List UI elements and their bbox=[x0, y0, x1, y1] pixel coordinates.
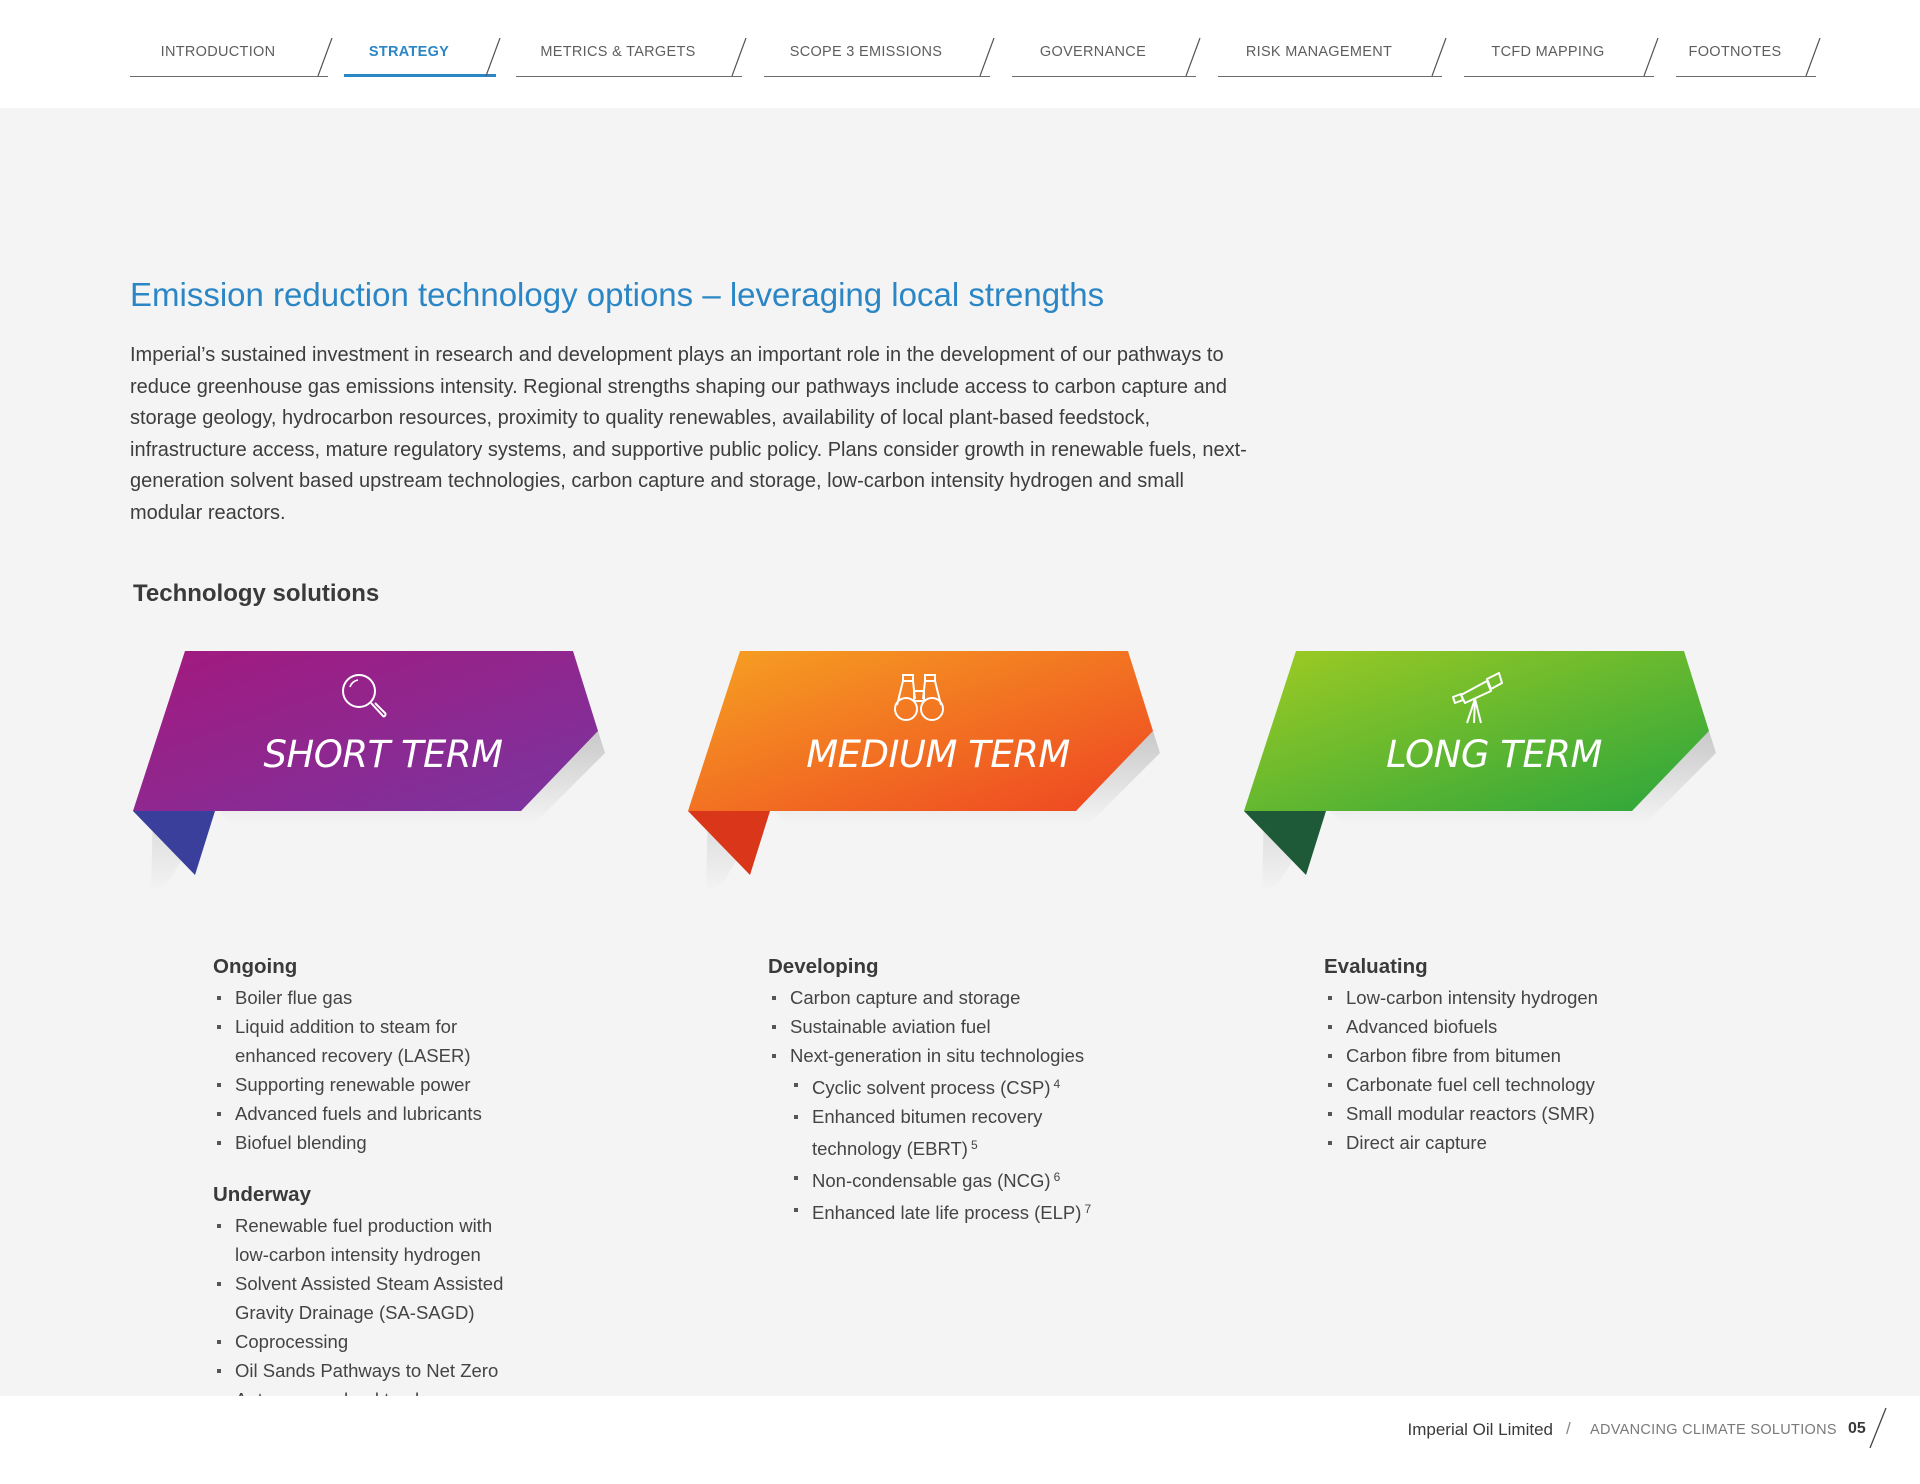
footer-slash-icon bbox=[1866, 1406, 1890, 1448]
list-item bbox=[768, 983, 1208, 1012]
list-item bbox=[1324, 1099, 1764, 1128]
list-item-text: Supporting renewable power bbox=[235, 1074, 471, 1095]
footnote-ref[interactable]: 5 bbox=[970, 1138, 978, 1152]
tab-scope-3-emissions[interactable] bbox=[764, 36, 990, 77]
tab-slash-icon bbox=[1800, 36, 1822, 76]
list-item bbox=[213, 1012, 653, 1041]
tab-label: GOVERNANCE bbox=[1039, 44, 1147, 60]
list-item bbox=[768, 1012, 1208, 1041]
tab-strategy[interactable] bbox=[344, 36, 496, 77]
tab-slash-icon bbox=[1426, 36, 1448, 76]
term-label: MEDIUM TERM bbox=[806, 733, 1070, 776]
bullet-list bbox=[1324, 983, 1764, 1157]
tab-label: TCFD MAPPING bbox=[1491, 44, 1605, 60]
tab-slash-icon bbox=[726, 36, 748, 76]
list-item-text: Advanced fuels and lubricants bbox=[235, 1103, 482, 1124]
list-item bbox=[768, 1163, 1208, 1195]
list-item-text: Carbon fibre from bitumen bbox=[1346, 1045, 1561, 1066]
list-item-text: Direct air capture bbox=[1346, 1132, 1487, 1153]
list-item bbox=[768, 1102, 1208, 1131]
list-item-text: Enhanced late life process (ELP) bbox=[812, 1202, 1082, 1223]
bullet-list bbox=[213, 1211, 653, 1414]
bullet-list bbox=[768, 983, 1208, 1227]
list-item bbox=[213, 1211, 653, 1240]
list-item bbox=[768, 1195, 1208, 1227]
list-item-text: Carbon capture and storage bbox=[790, 987, 1021, 1008]
list-item bbox=[768, 1131, 1208, 1163]
list-item-text: Coprocessing bbox=[235, 1331, 349, 1352]
page-footer bbox=[0, 1396, 1920, 1484]
main-content bbox=[0, 108, 1920, 1396]
list-item bbox=[213, 1099, 653, 1128]
medium-term-card bbox=[688, 643, 1208, 1423]
footnote-ref[interactable]: 7 bbox=[1084, 1202, 1092, 1216]
list-item bbox=[213, 1298, 653, 1327]
list-item bbox=[213, 983, 653, 1012]
short-term-content bbox=[213, 955, 653, 1440]
telescope-icon bbox=[1447, 669, 1503, 725]
section-heading: Underway bbox=[213, 1183, 311, 1206]
list-item-text: Cyclic solvent process (CSP) bbox=[812, 1077, 1051, 1098]
list-item-text: Biofuel blending bbox=[235, 1132, 367, 1153]
tab-risk-management[interactable] bbox=[1218, 36, 1442, 77]
long-term-content bbox=[1324, 955, 1764, 1183]
tab-slash-icon bbox=[1180, 36, 1202, 76]
list-item-text: Small modular reactors (SMR) bbox=[1346, 1103, 1595, 1124]
list-item bbox=[1324, 983, 1764, 1012]
term-label: SHORT TERM bbox=[263, 733, 503, 776]
list-item-text: Oil Sands Pathways to Net Zero bbox=[235, 1360, 499, 1381]
magnifier-icon bbox=[336, 669, 392, 725]
list-item-text: Gravity Drainage (SA-SAGD) bbox=[235, 1302, 475, 1323]
list-item-text: enhanced recovery (LASER) bbox=[235, 1045, 471, 1066]
list-item-text: Sustainable aviation fuel bbox=[790, 1016, 991, 1037]
list-item bbox=[213, 1128, 653, 1157]
tab-label: STRATEGY bbox=[368, 44, 450, 60]
tab-label: RISK MANAGEMENT bbox=[1245, 44, 1393, 60]
list-item bbox=[1324, 1070, 1764, 1099]
section-subheading: Technology solutions bbox=[133, 580, 380, 607]
intro-paragraph: Imperial’s sustained investment in research and development plays an important role in the development of our pathways to reduce greenhouse gas emissions intensity. Regional strengths shaping our pathways include access to carbon capture and storage geology, hydrocarbon resources, proximity to quality renewables, availability of local plant-based feedstock, infrastructure access, mature regulatory systems, and supportive public policy. Plans consider growth in renewable fuels, next-generation solvent based upstream technologies, carbon capture and storage, low-carbon intensity hydrogen and small modular reactors. bbox=[130, 344, 1247, 524]
list-item-text: Enhanced bitumen recovery bbox=[812, 1106, 1043, 1127]
footer-company: Imperial Oil Limited bbox=[1407, 1420, 1553, 1439]
tab-label: METRICS & TARGETS bbox=[540, 44, 696, 60]
binoculars-icon bbox=[891, 669, 947, 725]
tab-label: FOOTNOTES bbox=[1688, 44, 1782, 60]
tab-slash-icon bbox=[974, 36, 996, 76]
list-item-text: Non-condensable gas (NCG) bbox=[812, 1170, 1051, 1191]
list-item-text: technology (EBRT) bbox=[812, 1138, 968, 1159]
list-item-text: Renewable fuel production with bbox=[235, 1215, 493, 1236]
list-item-text: Boiler flue gas bbox=[235, 987, 353, 1008]
tab-slash-icon bbox=[312, 36, 334, 76]
term-label: LONG TERM bbox=[1386, 733, 1602, 776]
tab-governance[interactable] bbox=[1012, 36, 1196, 77]
list-item-text: low-carbon intensity hydrogen bbox=[235, 1244, 481, 1265]
list-item-text: Solvent Assisted Steam Assisted bbox=[235, 1273, 504, 1294]
section-heading: Evaluating bbox=[1324, 955, 1428, 978]
tab-label: SCOPE 3 EMISSIONS bbox=[789, 44, 943, 60]
section-heading: Developing bbox=[768, 955, 879, 978]
list-item bbox=[213, 1327, 653, 1356]
medium-term-content bbox=[768, 955, 1208, 1253]
list-item bbox=[213, 1240, 653, 1269]
tab-footnotes[interactable] bbox=[1676, 36, 1816, 77]
page-number: 05 bbox=[1848, 1420, 1866, 1437]
list-item bbox=[1324, 1041, 1764, 1070]
list-item-text: Advanced biofuels bbox=[1346, 1016, 1498, 1037]
list-item bbox=[213, 1269, 653, 1298]
long-term-card bbox=[1244, 643, 1764, 1423]
tab-tcfd-mapping[interactable] bbox=[1464, 36, 1654, 77]
list-item bbox=[1324, 1012, 1764, 1041]
list-item bbox=[213, 1070, 653, 1099]
short-term-card bbox=[133, 643, 653, 1423]
footnote-ref[interactable]: 6 bbox=[1053, 1170, 1061, 1184]
tab-introduction[interactable] bbox=[130, 36, 328, 77]
section-heading: Ongoing bbox=[213, 955, 298, 978]
page-title: Emission reduction technology options – leveraging local strengths bbox=[130, 276, 1105, 313]
list-item bbox=[213, 1041, 653, 1070]
list-item bbox=[768, 1070, 1208, 1102]
tab-slash-icon bbox=[480, 36, 502, 76]
tab-slash-icon bbox=[1638, 36, 1660, 76]
list-item-text: Carbonate fuel cell technology bbox=[1346, 1074, 1595, 1095]
footer-separator: / bbox=[1566, 1419, 1571, 1438]
footer-report-title: ADVANCING CLIMATE SOLUTIONS bbox=[1590, 1422, 1837, 1438]
list-item bbox=[1324, 1128, 1764, 1157]
bullet-list bbox=[213, 983, 653, 1157]
list-item bbox=[768, 1041, 1208, 1070]
list-item bbox=[213, 1356, 653, 1385]
tab-label: INTRODUCTION bbox=[160, 44, 276, 60]
list-item-text: Next-generation in situ technologies bbox=[790, 1045, 1085, 1066]
list-item-text: Liquid addition to steam for bbox=[235, 1016, 458, 1037]
top-navigation bbox=[0, 0, 1920, 108]
footnote-ref[interactable]: 4 bbox=[1053, 1077, 1061, 1091]
list-item-text: Low-carbon intensity hydrogen bbox=[1346, 987, 1598, 1008]
tab-metrics-targets[interactable] bbox=[516, 36, 742, 77]
